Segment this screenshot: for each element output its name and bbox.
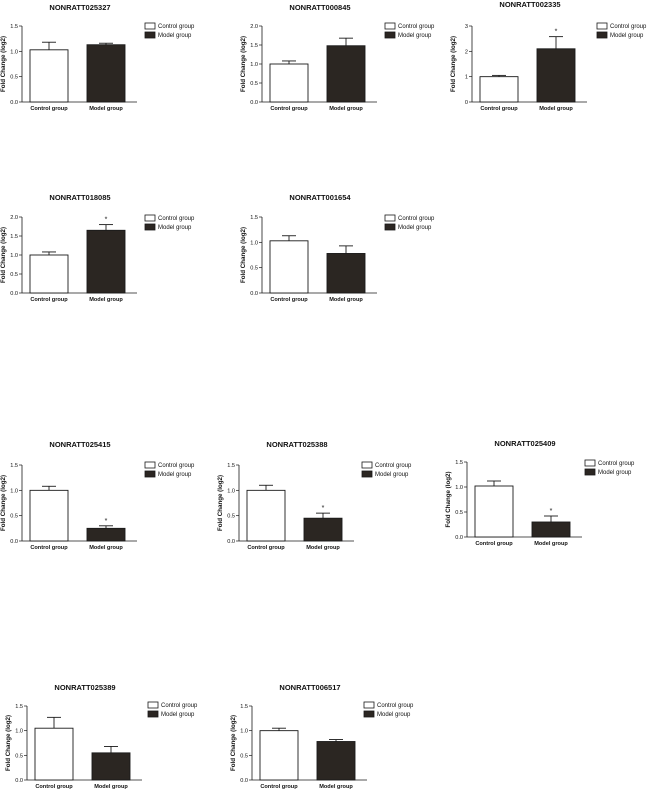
legend-swatch bbox=[145, 224, 155, 230]
y-tick-label: 0.0 bbox=[10, 100, 18, 106]
y-axis-title: Fold Change (log2) bbox=[230, 714, 237, 772]
x-category-label: Control group bbox=[30, 545, 68, 551]
legend-label: Model group bbox=[398, 225, 432, 231]
y-tick-label: 2.0 bbox=[10, 215, 18, 221]
chart-title: NONRATT001654 bbox=[289, 193, 351, 202]
chart-title: NONRATT018085 bbox=[49, 193, 111, 202]
legend-swatch bbox=[145, 462, 155, 468]
x-category-label: Control group bbox=[30, 297, 68, 303]
x-category-label: Model group bbox=[94, 784, 128, 790]
x-category-label: Model group bbox=[89, 297, 123, 303]
x-category-label: Model group bbox=[89, 545, 123, 551]
y-tick-label: 1.0 bbox=[250, 240, 258, 247]
bar bbox=[317, 742, 355, 780]
legend-swatch bbox=[597, 23, 607, 29]
legend-swatch bbox=[148, 702, 158, 708]
legend-label: Control group bbox=[375, 463, 412, 469]
chart-title: NONRATT025389 bbox=[54, 683, 116, 692]
legend-label: Control group bbox=[398, 24, 435, 30]
y-axis-title: Fold Change (log2) bbox=[5, 714, 12, 772]
legend-label: Control group bbox=[610, 24, 647, 30]
y-tick-label: 0.0 bbox=[15, 778, 23, 784]
y-tick-label: 0.0 bbox=[10, 291, 18, 297]
y-tick-label: 1.5 bbox=[15, 704, 23, 710]
x-category-label: Control group bbox=[270, 106, 308, 112]
bar bbox=[87, 45, 125, 102]
legend-label: Model group bbox=[398, 33, 432, 39]
legend-swatch bbox=[585, 469, 595, 475]
chart-panel bbox=[445, 439, 635, 547]
bar bbox=[260, 731, 298, 780]
chart-panel bbox=[0, 440, 195, 551]
significance-marker: * bbox=[104, 517, 108, 525]
x-category-label: Control group bbox=[475, 541, 513, 547]
legend-swatch bbox=[362, 471, 372, 477]
y-tick-label: 0.5 bbox=[250, 81, 258, 87]
chart-panel bbox=[5, 683, 198, 790]
y-tick-label: 1.0 bbox=[240, 728, 248, 735]
legend-swatch bbox=[364, 702, 374, 708]
chart-title: NONRATT006517 bbox=[279, 683, 341, 692]
legend-label: Control group bbox=[158, 216, 195, 222]
y-axis-title: Fold Change (log2) bbox=[240, 35, 247, 93]
legend-swatch bbox=[145, 32, 155, 38]
y-axis-title: Fold Change (log2) bbox=[0, 226, 7, 284]
y-tick-label: 1.0 bbox=[15, 728, 23, 735]
y-axis-title: Fold Change (log2) bbox=[445, 471, 452, 528]
y-tick-label: 0.0 bbox=[10, 539, 18, 545]
y-tick-label: 3 bbox=[464, 24, 468, 30]
x-category-label: Model group bbox=[539, 106, 573, 112]
legend-swatch bbox=[145, 471, 155, 477]
bar bbox=[304, 518, 342, 541]
y-tick-label: 2.0 bbox=[250, 24, 258, 30]
y-tick-label: 0.5 bbox=[250, 265, 258, 272]
bar bbox=[30, 490, 68, 541]
legend-swatch bbox=[362, 462, 372, 468]
x-category-label: Model group bbox=[329, 297, 363, 303]
y-tick-label: 1.5 bbox=[10, 24, 18, 30]
legend-swatch bbox=[385, 23, 395, 29]
y-tick-label: 0.5 bbox=[15, 753, 23, 760]
chart-panel bbox=[450, 0, 647, 112]
x-category-label: Control group bbox=[480, 106, 518, 112]
bar bbox=[30, 50, 68, 102]
x-category-label: Control group bbox=[270, 297, 308, 303]
legend-label: Control group bbox=[158, 24, 195, 30]
chart-title: NONRATT000845 bbox=[289, 3, 351, 12]
significance-marker: * bbox=[554, 28, 558, 36]
y-axis-title: Fold Change (log2) bbox=[0, 474, 7, 532]
legend-swatch bbox=[597, 32, 607, 38]
y-tick-label: 1.0 bbox=[250, 62, 258, 68]
bar bbox=[270, 241, 308, 293]
legend-swatch bbox=[145, 23, 155, 29]
legend-label: Model group bbox=[161, 712, 195, 718]
legend-label: Model group bbox=[158, 225, 192, 231]
y-axis-title: Fold Change (log2) bbox=[450, 35, 457, 93]
bar bbox=[87, 528, 125, 541]
legend-label: Model group bbox=[377, 712, 411, 718]
chart-panel bbox=[0, 3, 195, 112]
x-category-label: Model group bbox=[306, 545, 340, 551]
y-tick-label: 0.0 bbox=[227, 539, 235, 545]
legend-label: Model group bbox=[158, 33, 192, 39]
legend-label: Control group bbox=[398, 216, 435, 222]
x-category-label: Control group bbox=[30, 106, 68, 112]
bar bbox=[270, 64, 308, 102]
legend-label: Model group bbox=[610, 33, 644, 39]
bar bbox=[87, 230, 125, 293]
x-category-label: Control group bbox=[247, 545, 285, 551]
chart-panel bbox=[230, 683, 414, 790]
x-category-label: Model group bbox=[534, 541, 568, 547]
y-tick-label: 1.5 bbox=[10, 234, 18, 240]
y-tick-label: 1.5 bbox=[227, 463, 235, 469]
y-tick-label: 0 bbox=[464, 100, 468, 106]
legend-label: Model group bbox=[598, 470, 632, 476]
x-category-label: Model group bbox=[329, 106, 363, 112]
legend-label: Control group bbox=[161, 703, 198, 709]
bar bbox=[247, 490, 285, 541]
bar bbox=[327, 46, 365, 102]
chart-panel bbox=[240, 3, 435, 112]
legend-swatch bbox=[585, 460, 595, 466]
legend-label: Control group bbox=[598, 461, 635, 467]
y-tick-label: 0.5 bbox=[10, 74, 18, 81]
y-tick-label: 0.5 bbox=[240, 753, 248, 760]
legend-swatch bbox=[385, 32, 395, 38]
y-tick-label: 1.0 bbox=[10, 49, 18, 56]
chart-title: NONRATT025388 bbox=[266, 440, 328, 449]
x-category-label: Control group bbox=[260, 784, 298, 790]
y-tick-label: 1.5 bbox=[250, 215, 258, 221]
y-axis-title: Fold Change (log2) bbox=[0, 35, 7, 93]
bar bbox=[475, 486, 513, 537]
bar bbox=[35, 728, 73, 780]
y-tick-label: 1.5 bbox=[455, 460, 463, 466]
bar bbox=[532, 522, 570, 537]
y-tick-label: 0.0 bbox=[250, 100, 258, 106]
legend-swatch bbox=[148, 711, 158, 717]
y-tick-label: 1.0 bbox=[227, 488, 235, 495]
legend-label: Control group bbox=[377, 703, 414, 709]
y-tick-label: 0.5 bbox=[227, 513, 235, 520]
x-category-label: Model group bbox=[89, 106, 123, 112]
significance-marker: * bbox=[321, 505, 325, 513]
y-tick-label: 1.0 bbox=[10, 488, 18, 495]
bar bbox=[480, 77, 518, 102]
y-tick-label: 1.5 bbox=[10, 463, 18, 469]
legend-label: Control group bbox=[158, 463, 195, 469]
chart-panel bbox=[240, 193, 435, 303]
bar bbox=[92, 753, 130, 780]
x-category-label: Model group bbox=[319, 784, 353, 790]
legend-label: Model group bbox=[375, 472, 409, 478]
chart-panel bbox=[217, 440, 412, 551]
y-tick-label: 1 bbox=[464, 74, 468, 81]
y-tick-label: 2 bbox=[464, 49, 468, 56]
chart-title: NONRATT002335 bbox=[499, 0, 561, 9]
y-axis-title: Fold Change (log2) bbox=[217, 474, 224, 532]
significance-marker: * bbox=[549, 508, 553, 515]
y-tick-label: 0.5 bbox=[455, 510, 463, 516]
legend-swatch bbox=[385, 215, 395, 221]
y-tick-label: 1.5 bbox=[250, 43, 258, 49]
bar bbox=[30, 255, 68, 293]
y-axis-title: Fold Change (log2) bbox=[240, 226, 247, 284]
y-tick-label: 0.5 bbox=[10, 272, 18, 278]
y-tick-label: 1.0 bbox=[10, 253, 18, 259]
legend-label: Model group bbox=[158, 472, 192, 478]
y-tick-label: 0.0 bbox=[240, 778, 248, 784]
chart-panel bbox=[0, 193, 195, 303]
y-tick-label: 1.0 bbox=[455, 485, 463, 491]
significance-marker: * bbox=[104, 216, 108, 224]
x-category-label: Control group bbox=[35, 784, 73, 790]
legend-swatch bbox=[385, 224, 395, 230]
bar bbox=[327, 253, 365, 293]
bar bbox=[537, 49, 575, 102]
chart-title: NONRATT025415 bbox=[49, 440, 111, 449]
y-tick-label: 1.5 bbox=[240, 704, 248, 710]
legend-swatch bbox=[364, 711, 374, 717]
chart-title: NONRATT025409 bbox=[494, 439, 556, 448]
legend-swatch bbox=[145, 215, 155, 221]
chart-title: NONRATT025327 bbox=[49, 3, 111, 12]
y-tick-label: 0.5 bbox=[10, 513, 18, 520]
y-tick-label: 0.0 bbox=[455, 535, 463, 541]
y-tick-label: 0.0 bbox=[250, 291, 258, 297]
